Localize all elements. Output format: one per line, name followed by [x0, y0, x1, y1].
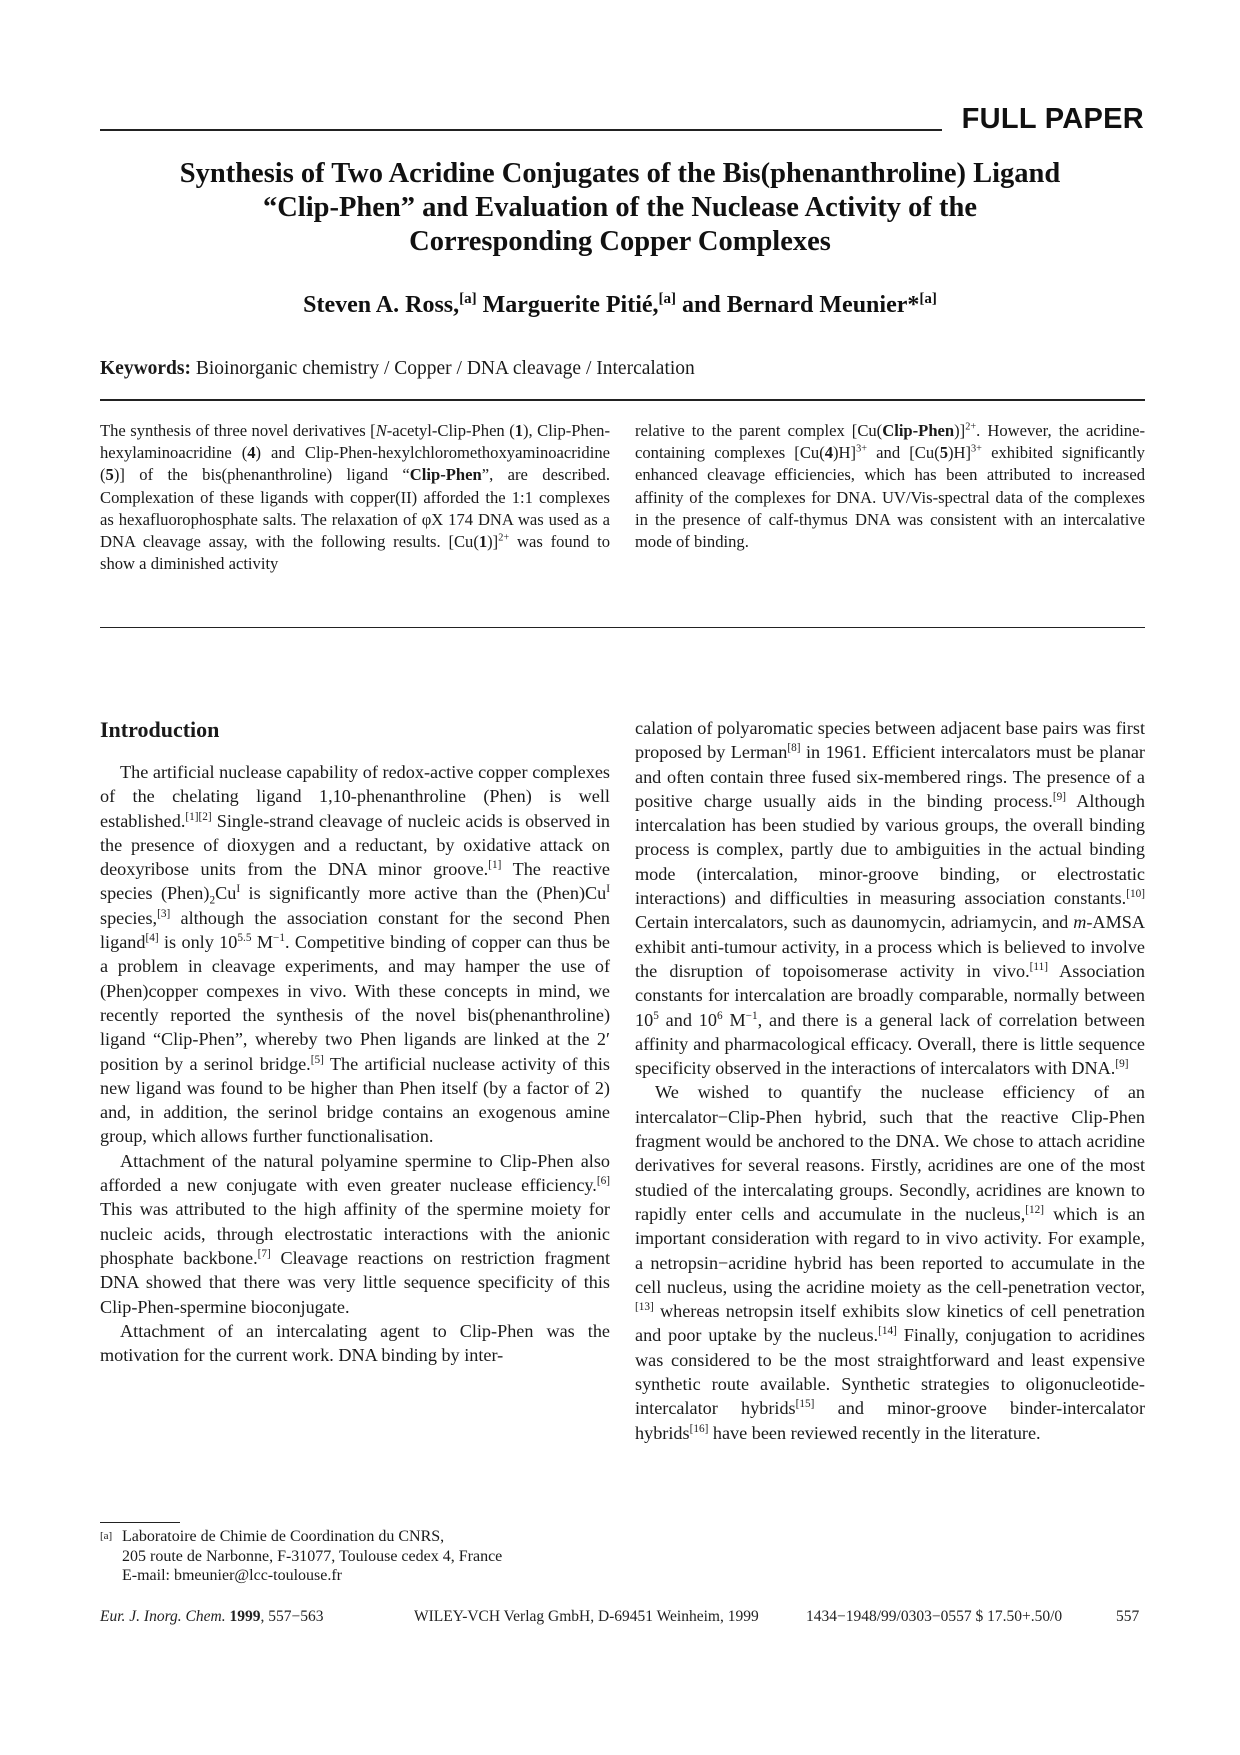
body-paragraph: The artificial nuclease capability of redox-active copper complexes of the chelating ligand 1,10-phenanthroline (Phen) is well established.[1][2] Single-strand cleavage of nucleic acids is observed in the presence of dioxygen and a reductant, by oxidative attack on deoxyribose units from the DNA minor groove.[1] The reactive species $(Phen)_2Cu^I$ is significantly more active than the $(Phen)Cu^I$ species,[3] although the association constant for the second Phen ligand[4] is only $10^{5.5}$ $M^{-1}$. Competitive binding of copper can thus be a problem in cleavage experiments, and may hamper the use of (Phen)copper compexes in vivo. With these concepts in mind, we recently reported the synthesis of the novel bis(phenanthroline) ligand “Clip-Phen”, whereby two Phen ligands are linked at the 2′ position by a serinol bridge.[5] The artificial nuclease activity of this new ligand was found to be higher than Phen itself (by a factor of 2) and, in addition, the serinol bridge contains an exogenous amine group, which allows further functionalisation.: [100, 762, 611, 1147]
body-paragraph: calation of polyaromatic species between adjacent base pairs was first proposed by Lerman[8] in 1961. Efficient intercalators must be planar and often contain three fused six-membered rings. The presence of a positive charge usually aids in the binding process.[9] Although intercalation has been studied by various groups, the overall binding process is complex, partly due to ambiguities in the actual binding mode (intercalation, minor-groove binding, or electrostatic interactions) and difficulties in measuring association constants.[10] Certain intercalators, such as daunomycin, adriamycin, and m-AMSA exhibit anti-tumour activity, in a process which is believed to involve the disruption of topoisomerase activity in vivo.[11] Association constants for intercalation are broadly comparable, normally between $10^5$ and $10^6$ $M^{-1}$, and there is a general lack of correlation between affinity and pharmacological efficacy. Overall, there is little sequence specificity observed in the interactions of intercalators with DNA.[9]: [635, 718, 1145, 1079]
author-list: [100, 292, 1140, 319]
author-affiliation: [a]: [459, 291, 477, 307]
footnote-mark: [a]: [100, 1530, 113, 1542]
body-paragraph: Attachment of an intercalating agent to Clip-Phen was the motivation for the current work. DNA binding by inter-: [100, 1320, 610, 1366]
issn-info: 1434−1948/99/0303−0557 $ 17.50+.50/0: [806, 1608, 1063, 1625]
title-line-1: Synthesis of Two Acridine Conjugates of the Bis(phenanthroline) Ligand: [179, 158, 1061, 189]
journal-citation: [100, 1608, 323, 1626]
footnote-email: E-mail: bmeunier@lcc-toulouse.fr: [122, 1567, 342, 1584]
author-affiliation: [a]: [919, 291, 937, 307]
keywords: [100, 358, 695, 380]
footnote-rule: [100, 1522, 180, 1523]
body-right-column: [635, 716, 1145, 1445]
keywords-text: Bioinorganic chemistry / Copper / DNA cleavage / Intercalation: [195, 358, 695, 379]
author-name: Steven A. Ross,: [303, 292, 460, 318]
keywords-label: Keywords:: [100, 358, 191, 379]
footnote-line: Laboratoire de Chimie de Coordination du CNRS,: [122, 1528, 445, 1545]
title-line-2: “Clip-Phen” and Evaluation of the Nuclease Activity of the: [262, 192, 978, 223]
abstract-right: [635, 420, 1145, 553]
author-name: and Bernard Meunier*: [682, 292, 920, 318]
paper-title: [100, 157, 1140, 259]
introduction-heading: Introduction: [100, 717, 220, 742]
body-left-column: [100, 716, 610, 1367]
journal-year: 1999: [229, 1608, 261, 1625]
section-label: FULL PAPER: [961, 103, 1144, 135]
title-line-3: Corresponding Copper Complexes: [409, 226, 831, 257]
author-affiliation: [a]: [658, 291, 677, 307]
abstract-top-rule: [100, 399, 1145, 401]
abstract-bottom-rule: [100, 627, 1145, 628]
journal-name: Eur. J. Inorg. Chem.: [100, 1608, 226, 1625]
journal-pages: , 557−563: [260, 1608, 324, 1625]
abstract-left: [100, 420, 610, 575]
author-name: Marguerite Pitié,: [482, 292, 659, 318]
body-paragraph: We wished to quantify the nuclease efficiency of an intercalator−Clip-Phen hybrid, such that the reactive Clip-Phen fragment would be anchored to the DNA. We chose to attach acridine derivatives for several reasons. Firstly, acridines are one of the most studied of the intercalating groups. Secondly, acridines are known to rapidly enter cells and accumulate in the nucleus,[12] which is an important consideration with regard to in vivo activity. For example, a netropsin−acridine hybrid has been reported to accumulate in the cell nucleus, using the acridine moiety as the cell-penetration vector,[13] whereas netropsin itself exhibits slow kinetics of cell penetration and poor uptake by the nucleus.[14] Finally, conjugation to acridines was considered to be the most straightforward and least expensive synthetic route available. Synthetic strategies to oligonucleotide-intercalator hybrids[15] and minor-groove binder-intercalator hybrids[16] have been reviewed recently in the literature.: [635, 1082, 1146, 1443]
affiliation-footnote: [100, 1527, 620, 1586]
body-paragraph: Attachment of the natural polyamine spermine to Clip-Phen also afforded a new conjugate with even greater nuclease efficiency.[6] This was attributed to the high affinity of the spermine moiety for nucleic acids, through electrostatic interactions with the anionic phosphate backbone.[7] Cleavage reactions on restriction fragment DNA showed that there was very little sequence specificity of this Clip-Phen-spermine bioconjugate.: [100, 1150, 610, 1317]
abstract-paragraph: relative to the parent complex [Cu(Clip-Phen)]$^{2+}$. However, the acridine-containing complexes $[Cu(4)H]^{3+}$ and $[Cu(5)H]^{3+}$ exhibited significantly enhanced cleavage efficiencies, which has been attributed to increased affinity of the complexes for DNA. UV/Vis-spectral data of the complexes in the presence of calf-thymus DNA was consistent with an intercalative mode of binding.: [635, 421, 1145, 552]
publisher-info: WILEY-VCH Verlag GmbH, D-69451 Weinheim, 1999: [414, 1608, 759, 1625]
header-rule: [100, 129, 942, 131]
abstract-paragraph: The synthesis of three novel derivatives [N-acetyl-Clip-Phen (1), Clip-Phen-hexylaminoacridine (4) and Clip-Phen-hexylchloromethoxyaminoacridine (5)] of the bis(phenanthroline) ligand “Clip-Phen”, are described. Complexation of these ligands with copper(II) afforded the 1:1 complexes as hexafluorophosphate salts. The relaxation of φX 174 DNA was used as a DNA cleavage assay, with the following results. $[Cu(1)]^{2+}$ was found to show a diminished activity: [100, 421, 611, 574]
footnote-line: 205 route de Narbonne, F-31077, Toulouse cedex 4, France: [122, 1547, 503, 1565]
page-number: 557: [1116, 1608, 1140, 1625]
